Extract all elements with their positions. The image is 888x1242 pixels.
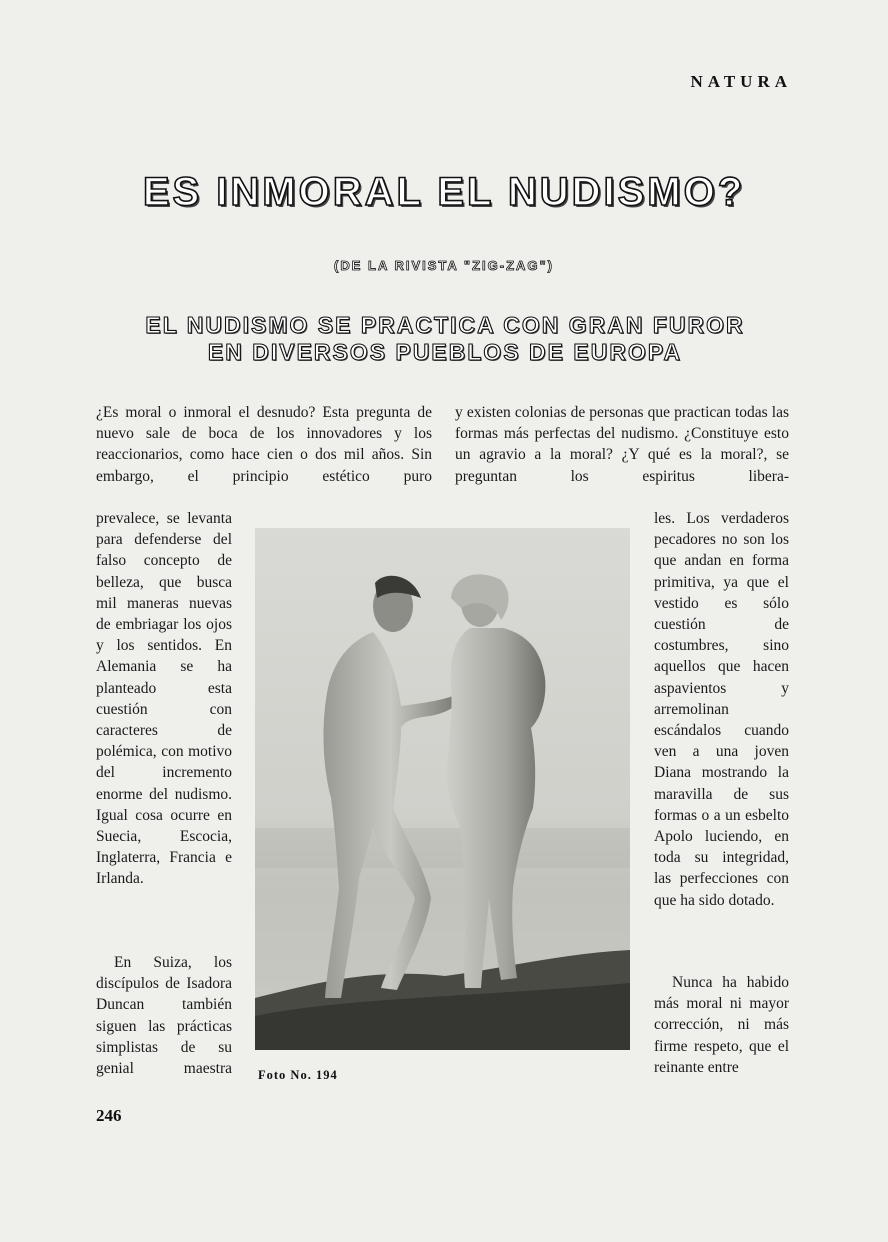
subtitle-line-2: EN DIVERSOS PUEBLOS DE EUROPA — [207, 339, 683, 365]
photograph — [255, 528, 630, 1050]
left-column-intro: ¿Es moral o inmoral el desnudo? Esta pregunta de nuevo sale de boca de los innovadores y los reaccionarios, como hace cien o dos mil años. Sin embargo, el principio estético puro — [96, 404, 432, 485]
article-title: ES INMORAL EL NUDISMO? — [142, 170, 746, 214]
photograph-illustration — [255, 528, 630, 1050]
subtitle-line-1: EL NUDISMO SE PRACTICA CON GRAN FUROR — [145, 312, 745, 338]
page-number: 246 — [96, 1106, 122, 1125]
running-head: NATURA — [690, 72, 792, 91]
source-line: (DE LA RIVISTA "ZIG-ZAG") — [334, 258, 554, 273]
right-column-intro: y existen colonias de personas que practican todas las formas más perfectas del nudismo. ¿Constituye esto un agravio a la moral? ¿Y qué es la moral?, se preguntan los espiritus libera- — [455, 404, 789, 485]
right-column-narrow: les. Los verdaderos pecadores no son los que andan en forma primitiva, ya que el vestido es sólo cuestión de costumbres, sino aquellos que hacen aspavientos y arremolinan escándalos cuando ven a una joven Diana mostrando la maravilla de sus formas o a un esbelto Apolo luciendo, en toda su integridad, las perfecciones con que ha sido dotado. — [654, 510, 789, 909]
article-subtitle — [90, 312, 800, 366]
photo-caption: Foto No. 194 — [258, 1068, 338, 1082]
left-column-narrow: prevalece, se levanta para defenderse del falso concepto de belleza, que busca mil maneras nuevas de embriagar los ojos y los sentidos. En Alemania se ha planteado esta cuestión con caracteres de polémica, con motivo del incremento enorme del nudismo. Igual cosa ocurre en Suecia, Escocia, Inglaterra, Francia e Irlanda. — [96, 510, 232, 888]
right-column-paragraph-2: Nunca ha habido más moral ni mayor corrección, ni más firme respeto, que el reinante entre — [654, 974, 789, 1076]
left-column-paragraph-2: En Suiza, los discípulos de Isadora Duncan también siguen las prácticas simplistas de su genial maestra — [96, 954, 232, 1078]
